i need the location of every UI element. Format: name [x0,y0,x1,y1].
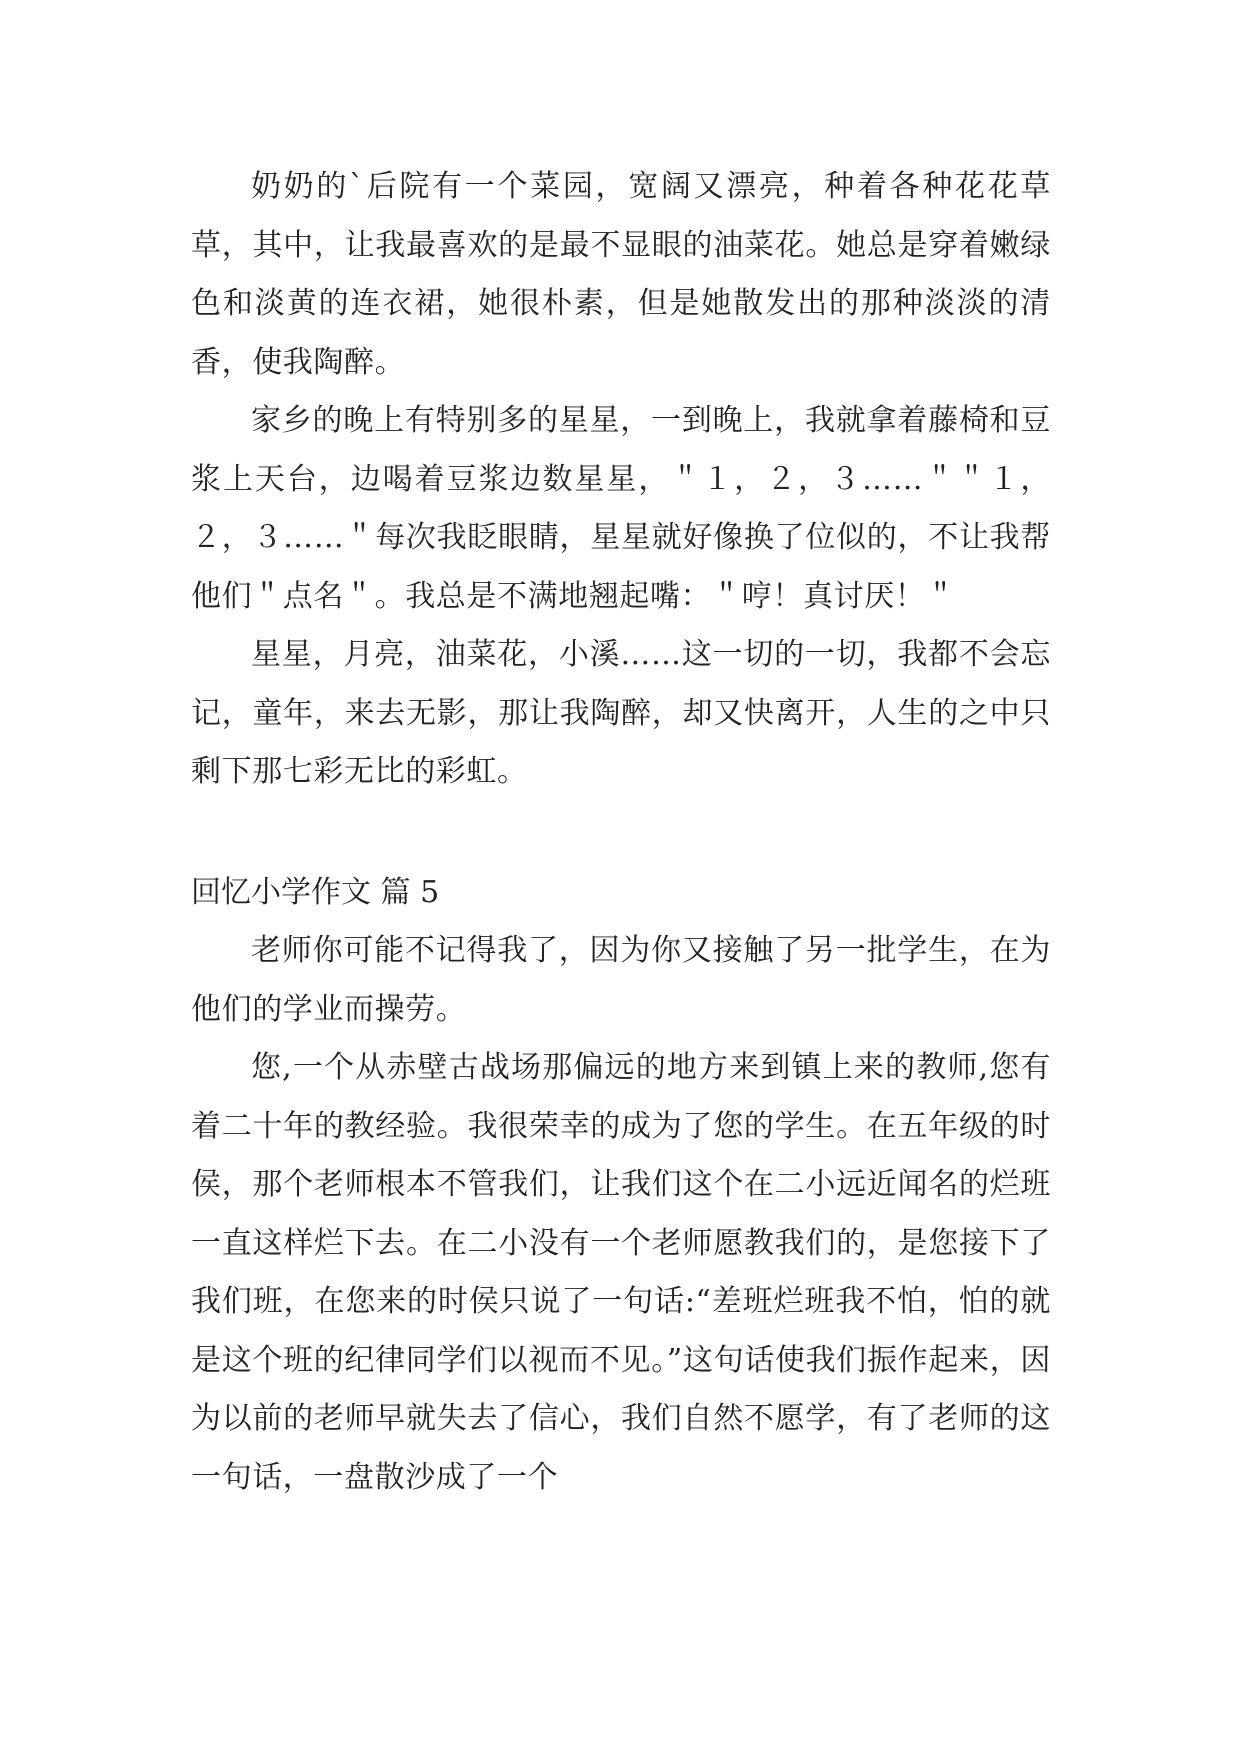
paragraph-vegetable-garden: 奶奶的`后院有一个菜园，宽阔又漂亮，种着各种花花草草，其中，让我最喜欢的是最不显眼的油菜花。她总是穿着嫩绿色和淡黄的连衣裙，她很朴素，但是她散发出的那种淡淡的清香，使我陶醉。 [191,169,1051,380]
paragraph-teacher-intro: 老师你可能不记得我了，因为你又接触了另一批学生，在为他们的学业而操劳。 [191,933,1051,1027]
document-body [191,158,1051,1507]
section-spacer [191,802,1051,864]
paragraph-counting-stars: 家乡的晚上有特别多的星星，一到晚上，我就拿着藤椅和豆浆上天台，边喝着豆浆边数星星，＂１，２，３……＂＂１，２，３……＂每次我眨眼睛，星星就好像换了位似的，不让我帮他们＂点名＂。我总是不满地翘起嘴：＂哼！真讨厌！＂ [191,403,1051,614]
paragraph-teacher-story: 您,一个从赤壁古战场那偏远的地方来到镇上来的教师,您有着二十年的教经验。我很荣幸的成为了您的学生。在五年级的时侯，那个老师根本不管我们，让我们这个在二小远近闻名的烂班一直这样烂下去。在二小没有一个老师愿教我们的，是您接下了我们班，在您来的时侯只说了一句话:“差班烂班我不怕，怕的就是这个班的纪律同学们以视而不见。”这句话使我们振作起来，因为以前的老师早就失去了信心，我们自然不愿学，有了老师的这一句话，一盘散沙成了一个 [191,1050,1051,1495]
paragraph-childhood-memories: 星星，月亮，油菜花，小溪……这一切的一切，我都不会忘记，童年，来去无影，那让我陶醉，却又快离开，人生的之中只剩下那七彩无比的彩虹。 [191,637,1051,789]
section-title: 回忆小学作文 篇 5 [191,874,440,910]
